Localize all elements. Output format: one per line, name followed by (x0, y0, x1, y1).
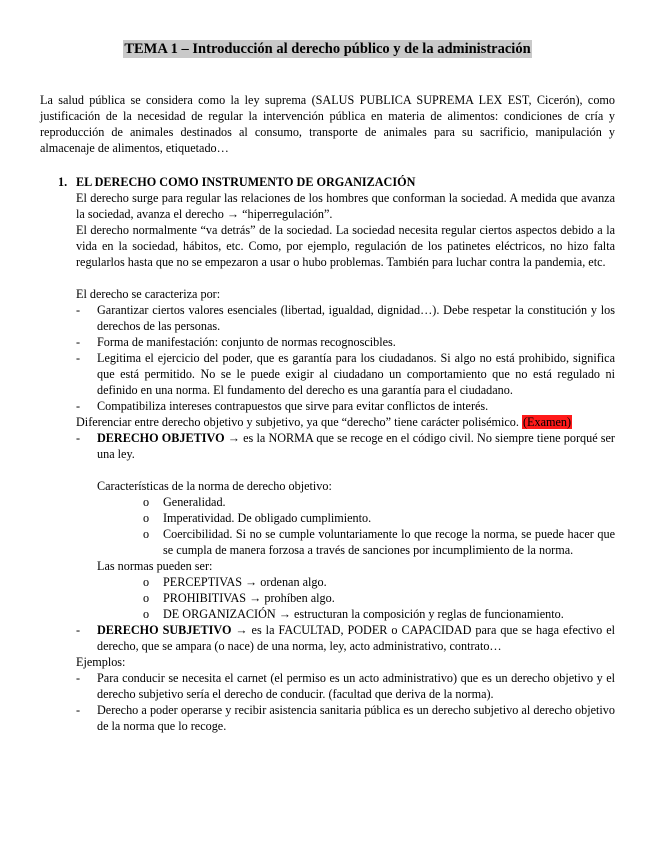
objective-list (76, 430, 615, 462)
objective-text: → es la NORMA que se recoge en el código civil. No siempre tiene porqué ser una ley. (97, 431, 615, 461)
subjective-list (76, 622, 615, 654)
subjective-item (76, 622, 615, 654)
features-intro: Características de la norma de derecho objetivo: (97, 479, 332, 493)
characteristics-intro: El derecho se caracteriza por: (76, 287, 221, 301)
subjective-text: → es la FACULTAD, PODER o CAPACIDAD para que se haga efectivo el derecho, que se ampara (o nace) de una norma, ley, acto administrativo, contrato… (97, 623, 615, 653)
list-item: o DE ORGANIZACIÓN → estructuran la composición y reglas de funcionamiento. (143, 606, 615, 622)
list-item: - Compatibiliza intereses contrapuestos que sirve para evitar conflictos de interés. (76, 398, 615, 414)
objective-details (97, 478, 615, 622)
list-item: o Imperatividad. De obligado cumplimiento. (143, 510, 615, 526)
types-intro: Las normas pueden ser: (97, 559, 213, 573)
list-item: - Legitima el ejercicio del poder, que es garantía para los ciudadanos. Si algo no está prohibido, significa que está permitido. No se le puede exigir al ciudadano un comportamiento que no está regulado ni definido en una norma. El fundamento del derecho es una garantía para el ciudadano. (76, 350, 615, 398)
objective-item (76, 430, 615, 462)
section-body (76, 190, 615, 734)
section-paragraph-2: El derecho normalmente “va detrás” de la sociedad. La sociedad necesita regular ciertos aspectos debido a la vida en la sociedad, hábitos, etc. Como, por ejemplo, regulación de los patinetes eléctricos, no hizo falta regularlos hasta que no se empezaron a usar o hubo problemas. También para luchar contra la pandemia, etc. (76, 223, 615, 269)
intro-paragraph: La salud pública se considera como la ley suprema (SALUS PUBLICA SUPREMA LEX EST, Cicerón), como justificación de la necesidad de regular la intervención pública en materia de alimentos: condiciones de cría y reproducción de animales destinados al consumo, transporte de animales para su sacrificio, manipulación y almacenaje de alimentos, etiquetado… (40, 93, 615, 155)
list-item: - Forma de manifestación: conjunto de normas recognoscibles. (76, 334, 615, 350)
list-item: - Derecho a poder operarse y recibir asistencia sanitaria pública es un derecho subjetivo al derecho objetivo de la norma que lo recoge. (76, 702, 615, 734)
section-number: 1. (58, 175, 68, 189)
section-title: EL DERECHO COMO INSTRUMENTO DE ORGANIZACIÓN (76, 175, 416, 189)
page-title: TEMA 1 – Introducción al derecho público y de la administración (124, 41, 531, 57)
list-item: o Generalidad. (143, 494, 615, 510)
exam-badge: (Examen) (523, 415, 572, 429)
title-wrap (40, 40, 615, 58)
examples-intro: Ejemplos: (76, 655, 126, 669)
features-list (97, 494, 615, 558)
characteristics-list (76, 302, 615, 414)
differentiate-paragraph (76, 414, 615, 430)
list-item: - Garantizar ciertos valores esenciales (libertad, igualdad, dignidad…). Debe respetar la constitución y los derechos de las personas. (76, 302, 615, 334)
objective-label: DERECHO OBJETIVO (97, 431, 225, 445)
subjective-label: DERECHO SUBJETIVO (97, 623, 232, 637)
examples-list (76, 670, 615, 734)
differentiate-text: Diferenciar entre derecho objetivo y subjetivo, ya que “derecho” tiene carácter polisémico. (76, 415, 519, 429)
types-list (97, 574, 615, 622)
list-item: - Para conducir se necesita el carnet (el permiso es un acto administrativo) que es un derecho objetivo y el derecho subjetivo sería el derecho de conducir. (facultad que deriva de la norma). (76, 670, 615, 702)
list-item: o PERCEPTIVAS → ordenan algo. (143, 574, 615, 590)
section-heading (58, 174, 615, 190)
section-paragraph-1: El derecho surge para regular las relaciones de los hombres que conforman la sociedad. A medida que avanza la sociedad, avanza el derecho → “hiperregulación”. (76, 191, 615, 221)
list-item: o Coercibilidad. Si no se cumple voluntariamente lo que recoge la norma, se puede hacer que se cumpla de manera forzosa a través de sanciones por incumplimiento de la norma. (143, 526, 615, 558)
list-item: o PROHIBITIVAS → prohíben algo. (143, 590, 615, 606)
